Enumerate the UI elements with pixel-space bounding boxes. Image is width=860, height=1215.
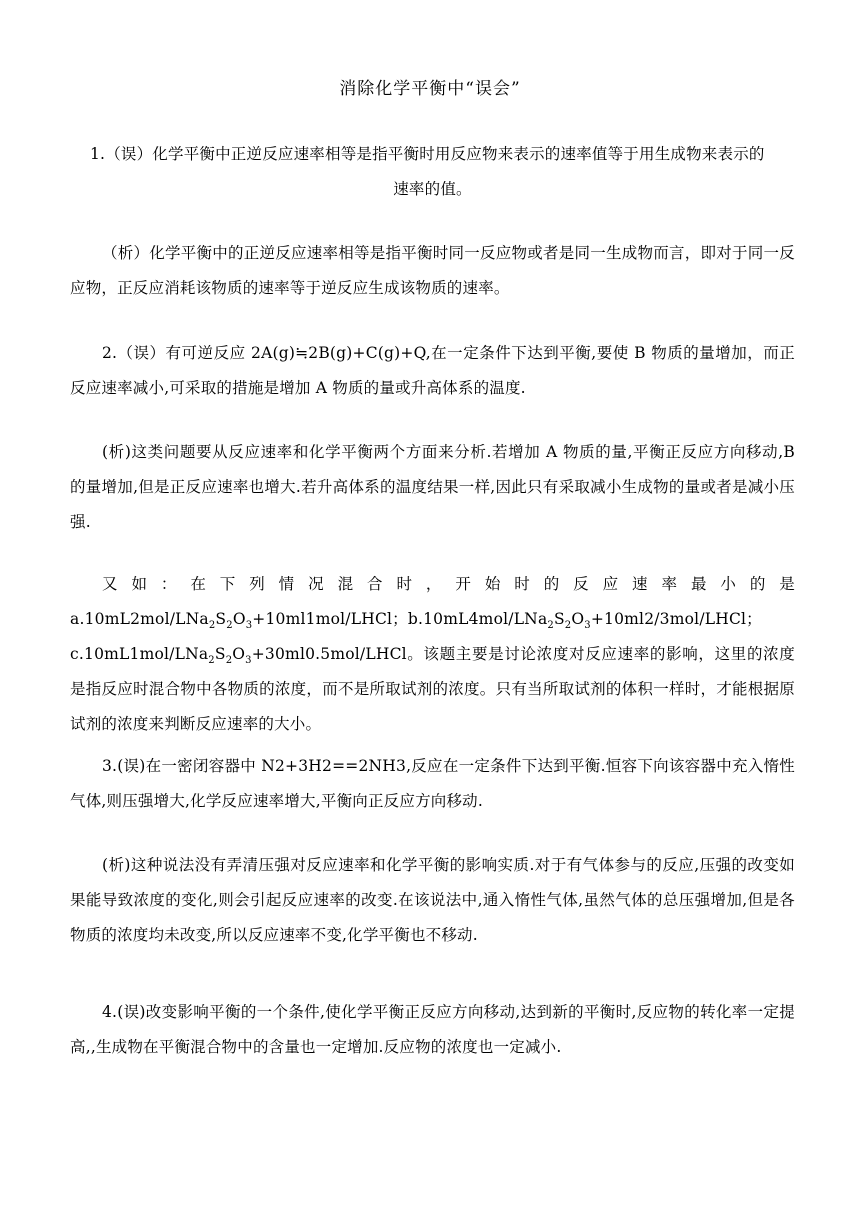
paragraph-7-analysis: (析)这种说法没有弄清压强对反应速率和化学平衡的影响实质.对于有气体参与的反应,压强的改变如果能导致浓度的变化,则会引起反应速率的改变.在该说法中,通入惰性气体,虽然气体的总压强增加,但是各物质的浓度均未改变,所以反应速率不变,化学平衡也不移动. xyxy=(70,856,795,944)
subscript: 2 xyxy=(225,655,233,667)
subscript: 3 xyxy=(245,655,252,667)
paragraph-5-example xyxy=(70,567,795,742)
example-text-2: +10ml1mol/LHCl；b.10mL4mol/LNa xyxy=(252,610,548,628)
subscript: 2 xyxy=(208,655,215,667)
paragraph-2-analysis: （析）化学平衡中的正逆反应速率相等是指平衡时同一反应物或者是同一生成物而言，即对于同一反应物，正反应消耗该物质的速率等于逆反应生成该物质的速率。 xyxy=(70,244,795,297)
paragraph-4-analysis: (析)这类问题要从反应速率和化学平衡两个方面来分析.若增加 A 物质的量,平衡正反应方向移动,B 的量增加,但是正反应速率也增大.若升高体系的温度结果一样,因此只有采取减小生成物的量或者是减小压强. xyxy=(70,443,795,531)
paragraph-6-misconception: 3.(误)在一密闭容器中 N2+3H2==2NH3,反应在一定条件下达到平衡.恒容下向该容器中充入惰性气体,则压强增大,化学反应速率增大,平衡向正反应方向移动. xyxy=(70,757,795,810)
paragraph-3-misconception: 2.（误）有可逆反应 2A(g)≒2B(g)+C(g)+Q,在一定条件下达到平衡,要使 B 物质的量增加，而正反应速率减小,可采取的措施是增加 A 物质的量或升高体系的温度. xyxy=(70,344,795,397)
subscript: 2 xyxy=(208,620,216,632)
paragraph-1-misconception xyxy=(70,137,795,207)
subscript: 3 xyxy=(245,620,253,632)
symbol: O xyxy=(232,645,246,663)
paragraph-1-line-2: 速率的值。 xyxy=(393,180,472,198)
symbol: S xyxy=(215,610,227,628)
symbol: O xyxy=(571,610,585,628)
subscript: 2 xyxy=(564,620,572,632)
symbol: O xyxy=(232,610,246,628)
example-text-1: 又如：在下列情况混合时，开始时的反应速率最小的是 a.10mL2mol/LNa xyxy=(70,575,795,628)
symbol: S xyxy=(553,610,565,628)
document-title: 消除化学平衡中“误会” xyxy=(339,79,521,99)
example-text-4: +30ml0.5mol/LHCl。该题主要是讨论浓度对反应速率的影响，这里的浓度是指反应时混合物中各物质的浓度，而不是所取试剂的浓度。只有当所取试剂的体积一样时，才能根据原试剂的浓度来判断反应速率的大小。 xyxy=(70,645,795,733)
subscript: 3 xyxy=(584,620,591,632)
symbol: S xyxy=(214,645,226,663)
paragraph-1-line-1: 1.（误）化学平衡中正逆反应速率相等是指平衡时用反应物来表示的速率值等于用生成物来表示的 xyxy=(90,145,765,163)
paragraph-8-misconception: 4.(误)改变影响平衡的一个条件,使化学平衡正反应方向移动,达到新的平衡时,反应物的转化率一定提高,,生成物在平衡混合物中的含量也一定增加.反应物的浓度也一定减小. xyxy=(70,1003,795,1056)
example-text-3: +10ml2/3mol/LHCl；c.10mL1mol/LNa xyxy=(70,610,762,663)
subscript: 2 xyxy=(547,620,554,632)
subscript: 2 xyxy=(226,620,233,632)
